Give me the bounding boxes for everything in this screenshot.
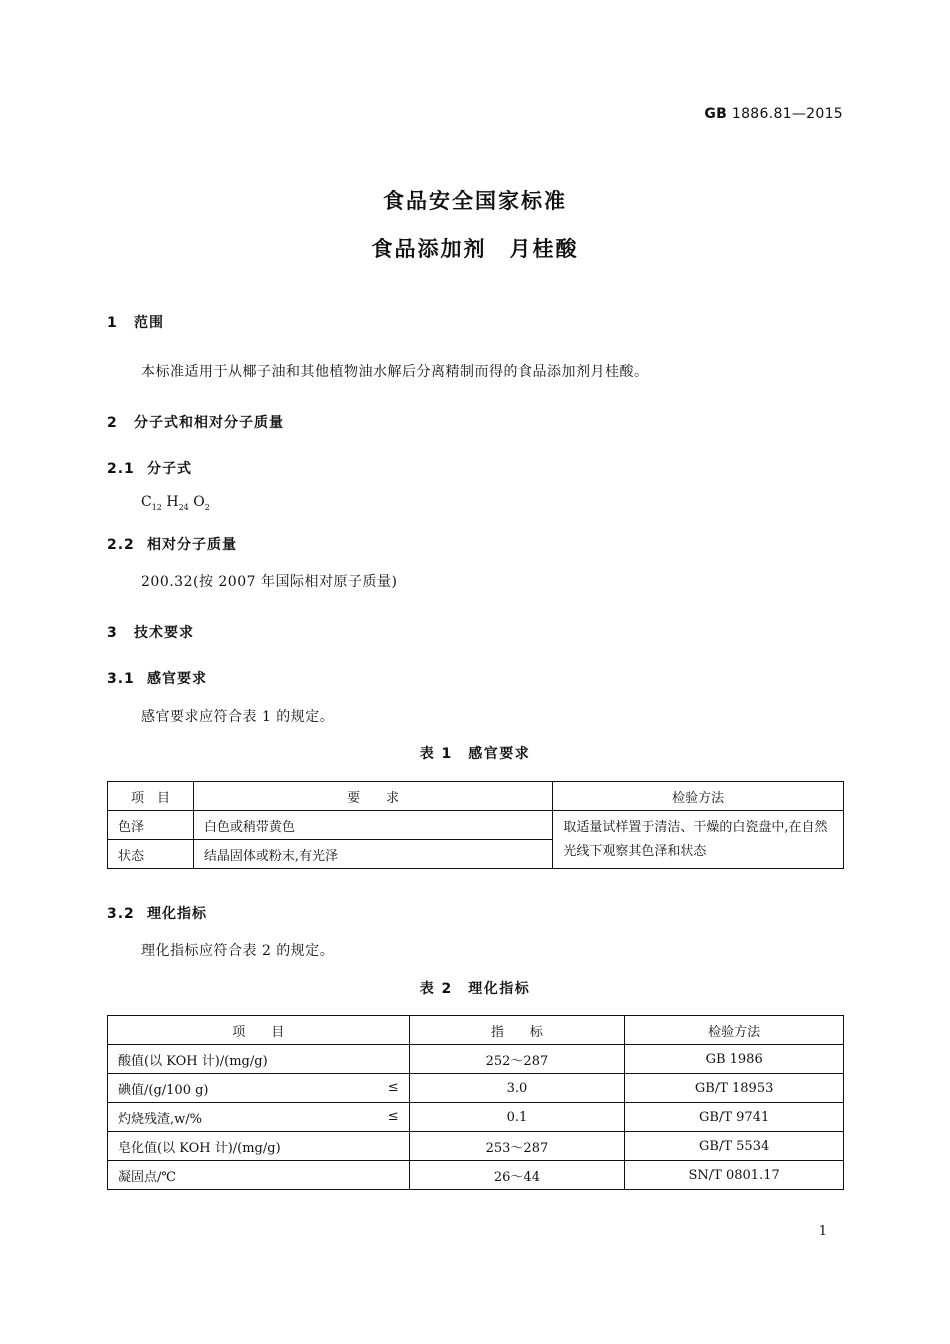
section-title: 范围 — [134, 315, 164, 331]
row-item — [108, 1045, 410, 1074]
section-number: 3.2 — [107, 906, 135, 922]
standard-prefix: GB — [704, 106, 728, 122]
row-item — [108, 1074, 410, 1103]
section-title: 感官要求 — [147, 671, 207, 687]
physicochemical-indicators-table — [107, 1015, 844, 1190]
column-header-method: 检验方法 — [625, 1016, 844, 1045]
section-1-text: 本标准适用于从椰子油和其他植物油水解后分离精制而得的食品添加剂月桂酸。 — [141, 364, 649, 380]
row-value: 0.1 — [409, 1103, 625, 1132]
table-header-row — [108, 1016, 844, 1045]
standard-code — [704, 106, 843, 122]
row-method: SN/T 0801.17 — [625, 1161, 844, 1190]
table-2-caption: 表 2 理化指标 — [419, 981, 531, 997]
table-row — [108, 1161, 844, 1190]
row-item-label: 皂化值(以 KOH 计)/(mg/g) — [118, 1140, 281, 1156]
formula-hydrogen-count: 24 — [178, 502, 189, 512]
row-leq-sign: ≤ — [387, 1080, 399, 1095]
section-number: 2.1 — [107, 461, 135, 477]
row-method: GB 1986 — [625, 1045, 844, 1074]
row-value: 253～287 — [409, 1132, 625, 1161]
formula-oxygen-count: 2 — [204, 502, 210, 512]
table-row — [108, 1132, 844, 1161]
row-item — [108, 1103, 410, 1132]
standard-number: 1886.81—2015 — [731, 106, 843, 122]
row-requirement: 结晶固体或粉末,有光泽 — [193, 840, 552, 869]
section-3-2-text: 理化指标应符合表 2 的规定。 — [141, 943, 335, 959]
section-number: 2 — [107, 415, 118, 431]
page-number: 1 — [818, 1224, 827, 1239]
formula-oxygen: O — [193, 494, 205, 510]
section-3-heading — [107, 622, 194, 642]
section-title: 分子式和相对分子质量 — [134, 415, 284, 431]
section-number: 3.1 — [107, 671, 135, 687]
row-requirement: 白色或稍带黄色 — [193, 811, 552, 840]
section-3-1-heading — [107, 668, 207, 688]
row-value: 26～44 — [409, 1161, 625, 1190]
sensory-requirements-table — [107, 781, 844, 869]
row-value: 252～287 — [409, 1045, 625, 1074]
column-header-method: 检验方法 — [553, 782, 844, 811]
document-subtitle: 食品添加剂 月桂酸 — [371, 237, 579, 261]
table-header-row — [108, 782, 844, 811]
table-row — [108, 1074, 844, 1103]
row-item — [108, 1161, 410, 1190]
column-header-item: 项 目 — [108, 1016, 410, 1045]
section-title: 分子式 — [147, 461, 192, 477]
formula-carbon-count: 12 — [151, 502, 162, 512]
column-header-value: 指 标 — [409, 1016, 625, 1045]
section-2-2-text: 200.32(按 2007 年国际相对原子质量) — [141, 574, 398, 590]
section-2-1-heading — [107, 458, 192, 478]
molecular-formula — [141, 494, 210, 512]
row-item-label: 酸值(以 KOH 计)/(mg/g) — [118, 1053, 268, 1069]
column-header-item: 项 目 — [108, 782, 194, 811]
formula-hydrogen: H — [166, 494, 179, 510]
row-item-label: 灼烧残渣,w/% — [118, 1111, 202, 1127]
section-2-2-heading — [107, 534, 237, 554]
row-method: 取适量试样置于清洁、干燥的白瓷盘中,在自然光线下观察其色泽和状态 — [553, 811, 844, 869]
section-title: 技术要求 — [134, 625, 194, 641]
column-header-requirement: 要 求 — [193, 782, 552, 811]
section-title: 理化指标 — [147, 906, 207, 922]
row-item-label: 碘值/(g/100 g) — [118, 1082, 209, 1098]
row-value: 3.0 — [409, 1074, 625, 1103]
table-1-caption: 表 1 感官要求 — [419, 746, 531, 762]
document-title: 食品安全国家标准 — [383, 189, 567, 213]
row-item — [108, 1132, 410, 1161]
section-3-2-heading — [107, 903, 207, 923]
section-number: 2.2 — [107, 537, 135, 553]
section-title: 相对分子质量 — [147, 537, 237, 553]
row-method: GB/T 18953 — [625, 1074, 844, 1103]
table-row — [108, 1103, 844, 1132]
section-1-heading — [107, 312, 164, 332]
section-3-1-text: 感官要求应符合表 1 的规定。 — [141, 709, 335, 725]
row-method: GB/T 5534 — [625, 1132, 844, 1161]
row-method: GB/T 9741 — [625, 1103, 844, 1132]
row-item-label: 凝固点/℃ — [118, 1169, 176, 1185]
row-leq-sign: ≤ — [387, 1109, 399, 1124]
section-number: 3 — [107, 625, 118, 641]
row-item: 状态 — [108, 840, 194, 869]
section-number: 1 — [107, 315, 118, 331]
formula-carbon: C — [141, 494, 152, 510]
table-row — [108, 1045, 844, 1074]
table-row — [108, 811, 844, 840]
row-item: 色泽 — [108, 811, 194, 840]
section-2-heading — [107, 412, 284, 432]
